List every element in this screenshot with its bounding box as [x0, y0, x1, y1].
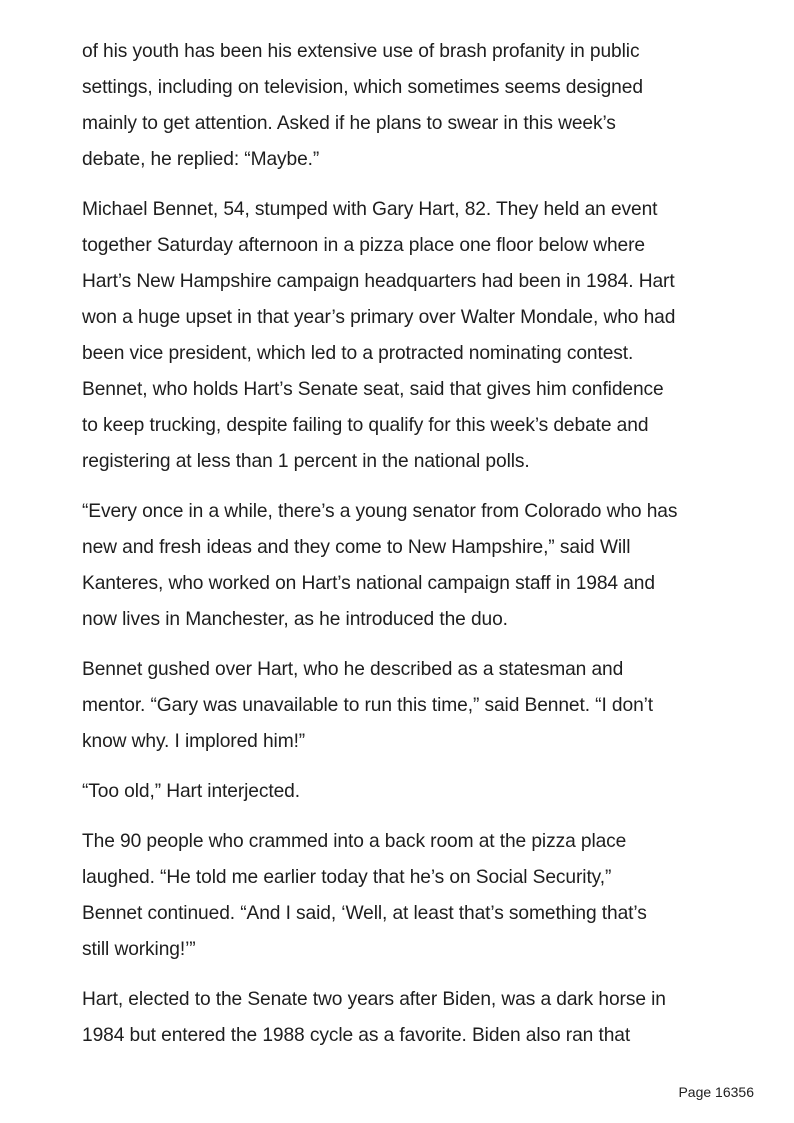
paragraph — [82, 824, 732, 968]
text-line: Bennet gushed over Hart, who he described as a statesman and — [82, 659, 624, 680]
text-line: now lives in Manchester, as he introduced the duo. — [82, 609, 508, 630]
text-line: Bennet, who holds Hart’s Senate seat, said that gives him confidence — [82, 379, 664, 400]
text-line: Hart, elected to the Senate two years after Biden, was a dark horse in — [82, 989, 666, 1010]
text-line: been vice president, which led to a protracted nominating contest. — [82, 343, 634, 364]
paragraph — [82, 652, 732, 760]
text-line: know why. I implored him!” — [82, 731, 306, 752]
text-line: registering at less than 1 percent in the national polls. — [82, 451, 530, 472]
text-line: still working!’” — [82, 939, 196, 960]
paragraph — [82, 774, 732, 810]
text-line: Michael Bennet, 54, stumped with Gary Hart, 82. They held an event — [82, 199, 658, 220]
text-line: mainly to get attention. Asked if he plans to swear in this week’s — [82, 113, 616, 134]
document-body — [82, 34, 732, 1068]
paragraph — [82, 982, 732, 1054]
text-line: new and fresh ideas and they come to New Hampshire,” said Will — [82, 537, 631, 558]
paragraph — [82, 34, 732, 178]
text-line: Kanteres, who worked on Hart’s national campaign staff in 1984 and — [82, 573, 655, 594]
text-line: won a huge upset in that year’s primary over Walter Mondale, who had — [82, 307, 676, 328]
text-line: settings, including on television, which sometimes seems designed — [82, 77, 643, 98]
text-line: The 90 people who crammed into a back room at the pizza place — [82, 831, 627, 852]
text-line: mentor. “Gary was unavailable to run this time,” said Bennet. “I don’t — [82, 695, 654, 716]
text-line: “Too old,” Hart interjected. — [82, 781, 300, 802]
page-number: Page 16356 — [678, 1084, 754, 1100]
text-line: laughed. “He told me earlier today that he’s on Social Security,” — [82, 867, 612, 888]
paragraph — [82, 494, 732, 638]
text-line: Bennet continued. “And I said, ‘Well, at least that’s something that’s — [82, 903, 647, 924]
text-line: to keep trucking, despite failing to qualify for this week’s debate and — [82, 415, 649, 436]
text-line: 1984 but entered the 1988 cycle as a favorite. Biden also ran that — [82, 1025, 631, 1046]
text-line: together Saturday afternoon in a pizza place one floor below where — [82, 235, 645, 256]
text-line: debate, he replied: “Maybe.” — [82, 149, 320, 170]
text-line: of his youth has been his extensive use of brash profanity in public — [82, 41, 640, 62]
paragraph — [82, 192, 732, 480]
text-line: “Every once in a while, there’s a young senator from Colorado who has — [82, 501, 678, 522]
text-line: Hart’s New Hampshire campaign headquarters had been in 1984. Hart — [82, 271, 675, 292]
